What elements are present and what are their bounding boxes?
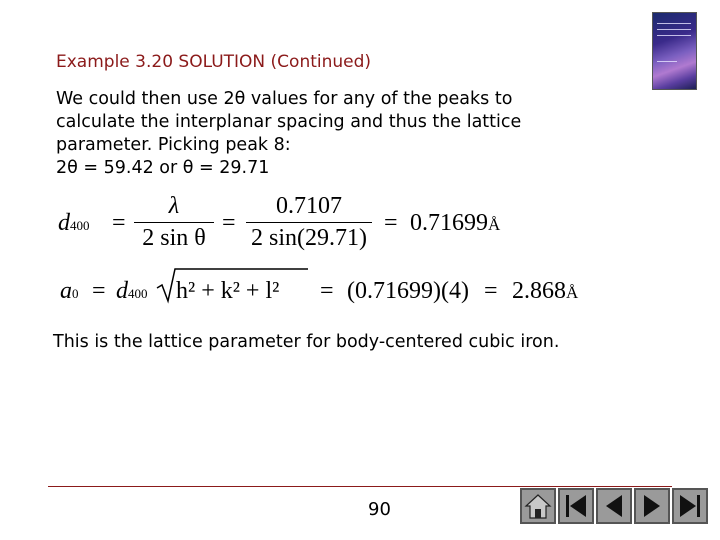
next-page-button[interactable] [634, 488, 670, 524]
footer-divider [48, 486, 672, 487]
eq2-equals-1: = [92, 278, 106, 304]
previous-page-icon [598, 490, 630, 522]
eq1-fraction-1 [134, 193, 214, 252]
eq1-result: 0.71699 [410, 210, 488, 236]
eq1-fraction-2 [246, 193, 372, 252]
eq2-lhs-subscript: 0 [72, 286, 79, 301]
eq1-equals-1: = [112, 210, 126, 236]
eq1-equals-2: = [222, 210, 236, 236]
book-cover-thumbnail [652, 12, 697, 90]
eq2-d: d [116, 278, 128, 304]
eq2-d-subscript: 400 [128, 286, 148, 301]
eq2-lhs: a [60, 278, 72, 304]
body-line: calculate the interplanar spacing and thus the lattice [56, 112, 522, 132]
first-page-button[interactable] [558, 488, 594, 524]
last-page-icon [674, 490, 706, 522]
eq2-result: 2.868 [512, 278, 566, 304]
eq2-middle: (0.71699)(4) [347, 278, 469, 304]
eq2-unit: Å [566, 283, 579, 302]
first-page-icon [560, 490, 592, 522]
eq1-equals-3: = [384, 210, 398, 236]
eq1-frac2-numerator: 0.7107 [276, 193, 342, 219]
eq2-radicand: h² + k² + l² [176, 278, 280, 304]
home-icon [522, 490, 554, 522]
home-button[interactable] [520, 488, 556, 524]
eq1-unit: Å [488, 215, 501, 234]
eq1-frac2-denominator: 2 sin(29.71) [251, 225, 367, 251]
next-page-icon [636, 490, 668, 522]
body-line: parameter. Picking peak 8: [56, 135, 291, 155]
summary-text: This is the lattice parameter for body-centered cubic iron. [53, 332, 560, 352]
eq1-frac1-denominator: 2 sin θ [142, 225, 206, 251]
eq2-equals-2: = [320, 278, 334, 304]
eq1-lhs: d [58, 210, 70, 236]
body-text [56, 88, 616, 180]
page-number: 90 [368, 499, 391, 520]
slide-title: Example 3.20 SOLUTION (Continued) [56, 52, 372, 72]
body-line: We could then use 2θ values for any of the peaks to [56, 89, 513, 109]
eq2-equals-3: = [484, 278, 498, 304]
body-line: 2θ = 59.42 or θ = 29.71 [56, 158, 270, 178]
eq1-lhs-subscript: 400 [70, 218, 90, 233]
last-page-button[interactable] [672, 488, 708, 524]
eq1-frac1-numerator: λ [168, 193, 180, 219]
previous-page-button[interactable] [596, 488, 632, 524]
